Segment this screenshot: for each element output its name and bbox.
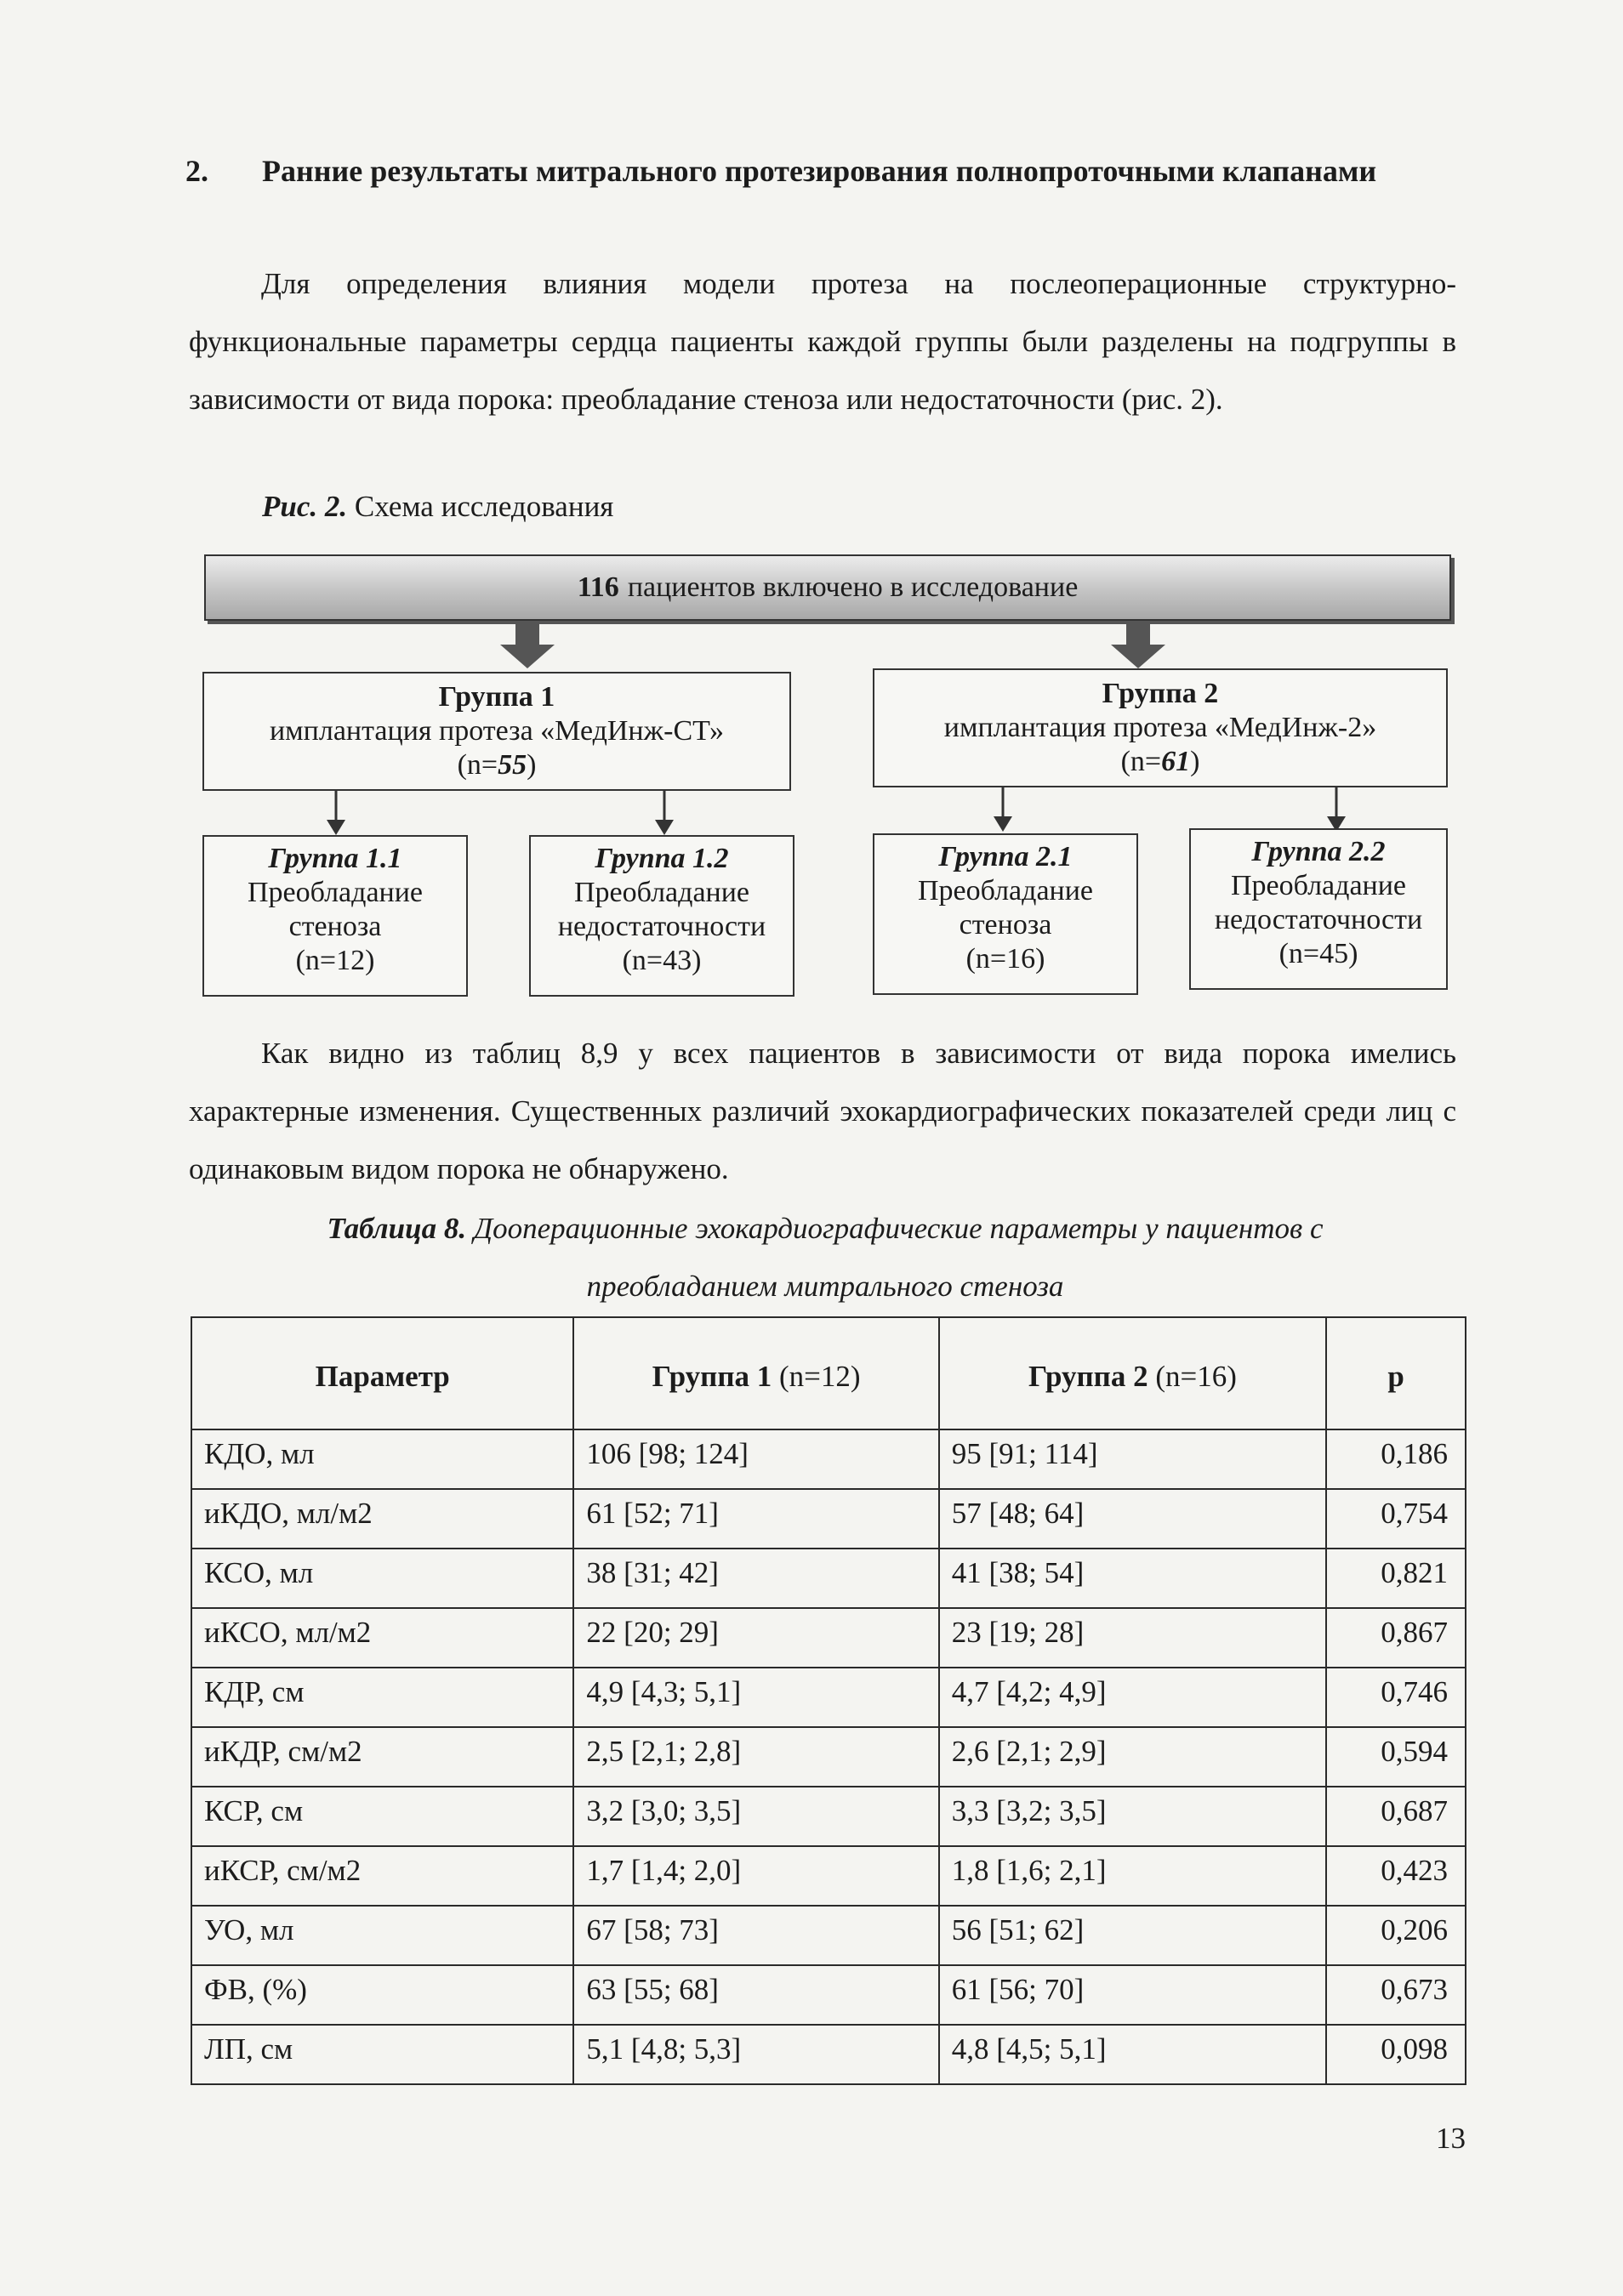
arrow-down-icon xyxy=(1324,787,1349,833)
subgroup-2-1-line2: стеноза xyxy=(959,909,1052,941)
thick-arrow-down-icon xyxy=(1087,621,1189,672)
subgroup-2-1-title: Группа 2.1 xyxy=(938,841,1073,872)
cell-group1: 63 [55; 68] xyxy=(573,1965,938,2025)
group1-title: Группа 1 xyxy=(438,681,555,713)
table-row xyxy=(191,1787,1466,1846)
table-caption-line2: преобладанием митрального стеноза xyxy=(586,1270,1064,1303)
group1-n: (n=55) xyxy=(457,749,537,781)
figure-caption-text: Схема исследования xyxy=(354,490,614,523)
cell-p: 0,754 xyxy=(1326,1489,1466,1549)
subgroup-2-2-box xyxy=(1189,828,1448,990)
table-caption-text: Дооперационные эхокардиографические параметры у пациентов с xyxy=(473,1212,1324,1245)
subgroup-2-1-n: (n=16) xyxy=(965,943,1045,975)
arrow-down-icon xyxy=(652,791,677,837)
cell-param: ФВ, (%) xyxy=(191,1965,573,2025)
figure-caption xyxy=(262,490,613,524)
cell-group2: 41 [38; 54] xyxy=(939,1549,1326,1608)
cell-p: 0,098 xyxy=(1326,2025,1466,2084)
group1-box xyxy=(202,672,791,791)
results-paragraph-text: Как видно из таблиц 8,9 у всех пациентов в зависимости от вида порока имелись характерные изменения. Существенных различий эхокардиографических показателей среди лиц с одинаковым видом порока не обнаружено. xyxy=(189,1037,1456,1185)
section-title: Ранние результаты митрального протезирования полнопроточными клапанами xyxy=(262,154,1377,188)
cell-param: иКДР, см/м2 xyxy=(191,1727,573,1787)
subgroup-2-2-n: (n=45) xyxy=(1278,938,1358,969)
arrow-down-icon xyxy=(990,787,1016,833)
cell-group2: 56 [51; 62] xyxy=(939,1906,1326,1965)
cell-param: иКСО, мл/м2 xyxy=(191,1608,573,1668)
cell-p: 0,746 xyxy=(1326,1668,1466,1727)
thick-arrow-down-icon xyxy=(476,621,578,672)
group2-title: Группа 2 xyxy=(1102,678,1219,709)
table-row xyxy=(191,1846,1466,1906)
cell-group1: 61 [52; 71] xyxy=(573,1489,938,1549)
cell-group2: 23 [19; 28] xyxy=(939,1608,1326,1668)
header-p: p xyxy=(1326,1317,1466,1429)
cell-group2: 95 [91; 114] xyxy=(939,1429,1326,1489)
table-caption-label: Таблица 8. xyxy=(327,1212,467,1245)
cell-group1: 2,5 [2,1; 2,8] xyxy=(573,1727,938,1787)
cell-param: иКДО, мл/м2 xyxy=(191,1489,573,1549)
figure-caption-label: Рис. 2. xyxy=(262,490,348,523)
cell-group2: 3,3 [3,2; 3,5] xyxy=(939,1787,1326,1846)
cell-p: 0,867 xyxy=(1326,1608,1466,1668)
cell-param: УО, мл xyxy=(191,1906,573,1965)
page-number: 13 xyxy=(1436,2122,1466,2155)
table-row xyxy=(191,1965,1466,2025)
table-row xyxy=(191,1489,1466,1549)
subgroup-1-2-title: Группа 1.2 xyxy=(595,843,729,874)
subgroup-1-2-n: (n=43) xyxy=(622,945,702,976)
subgroup-2-2-line2: недостаточности xyxy=(1214,904,1423,935)
subgroup-1-1-line1: Преобладание xyxy=(247,877,424,908)
group2-line: имплантация протеза «МедИнж-2» xyxy=(943,712,1377,743)
cell-group1: 4,9 [4,3; 5,1] xyxy=(573,1668,938,1727)
subgroup-1-1-n: (n=12) xyxy=(295,945,375,976)
cell-group2: 61 [56; 70] xyxy=(939,1965,1326,2025)
table-row xyxy=(191,1549,1466,1608)
section-number: 2. xyxy=(185,154,208,188)
cell-group2: 4,8 [4,5; 5,1] xyxy=(939,2025,1326,2084)
cell-p: 0,821 xyxy=(1326,1549,1466,1608)
cell-group2: 4,7 [4,2; 4,9] xyxy=(939,1668,1326,1727)
cell-param: КСР, см xyxy=(191,1787,573,1846)
subgroup-1-2-line1: Преобладание xyxy=(573,877,750,908)
cell-param: КДО, мл xyxy=(191,1429,573,1489)
cell-group1: 22 [20; 29] xyxy=(573,1608,938,1668)
intro-paragraph xyxy=(189,255,1456,429)
table-row xyxy=(191,1668,1466,1727)
cell-group2: 57 [48; 64] xyxy=(939,1489,1326,1549)
cell-param: ЛП, см xyxy=(191,2025,573,2084)
subgroup-1-2-box xyxy=(529,835,794,997)
cell-p: 0,594 xyxy=(1326,1727,1466,1787)
subgroup-1-1-line2: стеноза xyxy=(288,911,382,942)
diagram-banner xyxy=(204,554,1451,621)
header-group1: Группа 1 (n=12) xyxy=(573,1317,938,1429)
cell-p: 0,186 xyxy=(1326,1429,1466,1489)
header-group2: Группа 2 (n=16) xyxy=(939,1317,1326,1429)
cell-group1: 67 [58; 73] xyxy=(573,1906,938,1965)
subgroup-1-1-box xyxy=(202,835,468,997)
subgroup-1-2-line2: недостаточности xyxy=(557,911,766,942)
banner-text: пациентов включено в исследование xyxy=(627,571,1079,603)
group2-box xyxy=(873,668,1448,787)
cell-p: 0,423 xyxy=(1326,1846,1466,1906)
cell-param: иКСР, см/м2 xyxy=(191,1846,573,1906)
group2-n: (n=61) xyxy=(1120,746,1200,777)
banner-count: 116 xyxy=(577,571,619,603)
cell-group1: 5,1 [4,8; 5,3] xyxy=(573,2025,938,2084)
cell-group1: 3,2 [3,0; 3,5] xyxy=(573,1787,938,1846)
intro-paragraph-text: Для определения влияния модели протеза на послеоперационные структурно-функциональные параметры сердца пациенты каждой группы были разделены на подгруппы в зависимости от вида порока: преобладание стеноза или недостаточности (рис. 2). xyxy=(189,267,1456,416)
subgroup-2-1-line1: Преобладание xyxy=(917,875,1094,906)
table-row xyxy=(191,1906,1466,1965)
cell-p: 0,673 xyxy=(1326,1965,1466,2025)
arrow-down-icon xyxy=(323,791,349,837)
cell-group2: 1,8 [1,6; 2,1] xyxy=(939,1846,1326,1906)
cell-param: КДР, см xyxy=(191,1668,573,1727)
cell-group1: 38 [31; 42] xyxy=(573,1549,938,1608)
table-row xyxy=(191,1608,1466,1668)
table-row xyxy=(191,1727,1466,1787)
subgroup-2-2-title: Группа 2.2 xyxy=(1251,836,1386,867)
cell-param: КСО, мл xyxy=(191,1549,573,1608)
echo-parameters-table xyxy=(191,1316,1466,2085)
table-caption xyxy=(187,1199,1463,1259)
results-paragraph xyxy=(189,1025,1456,1198)
cell-group2: 2,6 [2,1; 2,9] xyxy=(939,1727,1326,1787)
cell-group1: 106 [98; 124] xyxy=(573,1429,938,1489)
cell-p: 0,206 xyxy=(1326,1906,1466,1965)
cell-group1: 1,7 [1,4; 2,0] xyxy=(573,1846,938,1906)
section-heading xyxy=(185,153,1376,189)
subgroup-1-1-title: Группа 1.1 xyxy=(268,843,402,874)
subgroup-2-1-box xyxy=(873,833,1138,995)
cell-p: 0,687 xyxy=(1326,1787,1466,1846)
table-header-row xyxy=(191,1317,1466,1429)
subgroup-2-2-line1: Преобладание xyxy=(1230,870,1407,901)
header-param: Параметр xyxy=(191,1317,573,1429)
table-row xyxy=(191,1429,1466,1489)
group1-line: имплантация протеза «МедИнж-СТ» xyxy=(269,715,725,747)
table-row xyxy=(191,2025,1466,2084)
